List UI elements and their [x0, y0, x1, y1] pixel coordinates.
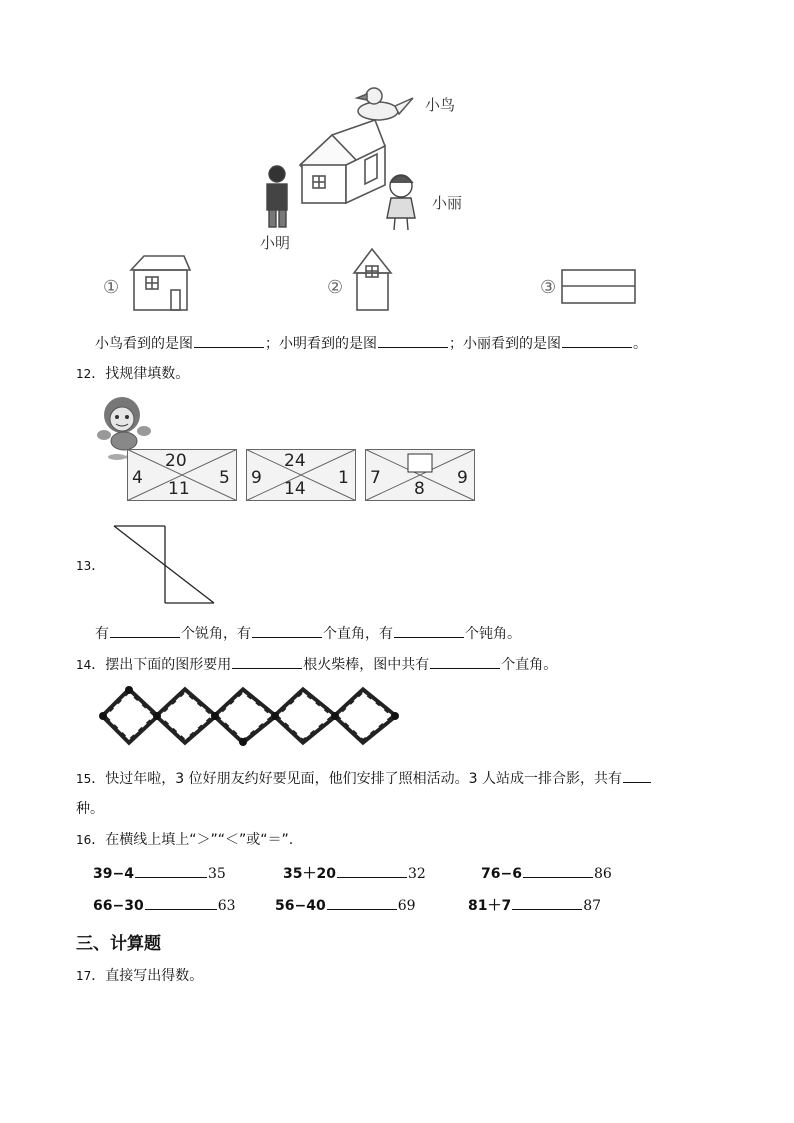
q15-line-2-text: 种。	[76, 801, 104, 817]
q12-number: 12	[76, 367, 92, 381]
q14-prompt	[76, 654, 557, 674]
envelope-3	[365, 449, 475, 501]
q14-matchsticks	[98, 680, 408, 752]
q16-rhs: 32	[407, 866, 426, 882]
q16-expr: 35＋20	[283, 866, 336, 882]
q16-item-2-1	[93, 895, 236, 915]
matchstick-figure	[98, 680, 408, 752]
q14-p1: ．摆出下面的图形要用	[91, 657, 232, 673]
envelope-2-right: 1	[338, 468, 349, 488]
q12-text: ．找规律填数。	[91, 366, 190, 382]
label-bird: 小鸟	[425, 96, 456, 114]
view-front-house-icon	[131, 256, 190, 310]
q16-item-1-2	[283, 863, 426, 883]
envelope-1-right: 5	[219, 468, 230, 488]
q11-prefix-bird: 小鸟看到的是图	[95, 336, 193, 352]
q13-number: 13	[76, 559, 92, 573]
q16-text: ．在横线上填上“＞”“＜”或“＝”.	[91, 832, 294, 848]
q13-answer-line	[95, 623, 521, 643]
q11-end: 。	[633, 336, 647, 352]
q16-expr: 56−40	[275, 898, 326, 914]
girl-li-icon	[387, 175, 415, 230]
q16-prompt	[76, 831, 293, 849]
envelope-2-bottom: 14	[284, 479, 306, 499]
q11-answer-line	[95, 333, 647, 353]
q16-expr: 39−4	[93, 866, 134, 882]
q16-blank[interactable]	[523, 863, 593, 878]
q16-blank[interactable]	[145, 895, 217, 910]
option-3-label: ③	[540, 277, 557, 298]
q16-number: 16	[76, 833, 92, 847]
q15-line-1	[76, 768, 652, 788]
envelope-1-bottom: 11	[168, 479, 190, 499]
q11-blank-li[interactable]	[562, 333, 632, 348]
house-3d-icon	[300, 120, 385, 203]
envelope-3-right: 9	[457, 468, 468, 488]
q13-blank-obtuse[interactable]	[394, 623, 464, 638]
label-li: 小丽	[432, 194, 463, 212]
q16-rhs: 35	[207, 866, 226, 882]
boy-ming-icon	[267, 166, 287, 227]
q14-p3: 个直角。	[501, 657, 558, 673]
q14-number: 14	[76, 658, 92, 672]
q16-item-2-2	[275, 895, 416, 915]
q15-blank[interactable]	[623, 768, 651, 783]
q16-item-1-3	[481, 863, 612, 883]
scene-figure	[95, 80, 655, 320]
q16-rhs: 87	[583, 898, 602, 914]
envelope-3-bottom: 8	[414, 479, 425, 499]
option-2-label: ②	[327, 277, 344, 298]
angle-figure	[110, 523, 220, 608]
q13-p2: 个锐角，有	[181, 626, 251, 642]
envelope-1-top: 20	[165, 451, 187, 471]
q15-number: 15	[76, 772, 92, 786]
envelope-2-top: 24	[284, 451, 306, 471]
bird-icon	[357, 88, 413, 120]
q16-rhs: 63	[217, 898, 236, 914]
q13-blank-right[interactable]	[252, 623, 322, 638]
q13-p1: 有	[95, 626, 109, 642]
envelope-3-left: 7	[370, 468, 381, 488]
q14-p2: 根火柴棒，图中共有	[303, 657, 430, 673]
envelope-1-left: 4	[132, 468, 143, 488]
q16-item-1-1	[93, 863, 226, 883]
view-top-house-icon	[562, 270, 635, 303]
q13-blank-acute[interactable]	[110, 623, 180, 638]
envelope-1	[127, 449, 237, 501]
q16-blank[interactable]	[135, 863, 207, 878]
q17-number: 17	[76, 969, 92, 983]
q16-rhs: 86	[593, 866, 612, 882]
q16-blank[interactable]	[512, 895, 582, 910]
q16-blank[interactable]	[337, 863, 407, 878]
section-3-title: 三、计算题	[76, 934, 161, 954]
q11-blank-ming[interactable]	[378, 333, 448, 348]
q16-expr: 76−6	[481, 866, 522, 882]
q13-dot: ．	[91, 558, 106, 574]
q13-p4: 个钝角。	[465, 626, 521, 642]
q11-illustration	[95, 80, 655, 320]
q16-item-2-3	[468, 895, 601, 915]
q16-expr: 81＋7	[468, 898, 512, 914]
q11-prefix-ming: 小明看到的是图	[279, 336, 377, 352]
q17-text: ．直接写出得数。	[91, 968, 204, 984]
q14-blank-sticks[interactable]	[232, 654, 302, 669]
view-side-house-icon	[354, 249, 391, 310]
envelope-2-left: 9	[251, 468, 262, 488]
q17-prompt	[76, 967, 203, 985]
q16-rhs: 69	[397, 898, 416, 914]
q12-prompt	[76, 365, 189, 383]
q11-blank-bird[interactable]	[194, 333, 264, 348]
option-1-label: ①	[103, 277, 120, 298]
envelope-3-answer-box	[408, 454, 432, 472]
q13-p3: 个直角，有	[323, 626, 393, 642]
q15-text: ．快过年啦，3 位好朋友约好要见面，他们安排了照相活动。3 人站成一排合影，共有	[91, 771, 622, 787]
q15-line-2	[76, 800, 104, 818]
q11-sep-1: ；	[265, 336, 279, 352]
envelope-2	[246, 449, 356, 501]
q11-sep-2: ；	[449, 336, 463, 352]
q16-expr: 66−30	[93, 898, 144, 914]
q14-blank-angles[interactable]	[430, 654, 500, 669]
q13-label	[76, 557, 105, 575]
label-ming: 小明	[260, 234, 291, 252]
q13-figure	[110, 523, 220, 608]
q11-prefix-li: 小丽看到的是图	[463, 336, 561, 352]
q16-blank[interactable]	[327, 895, 397, 910]
